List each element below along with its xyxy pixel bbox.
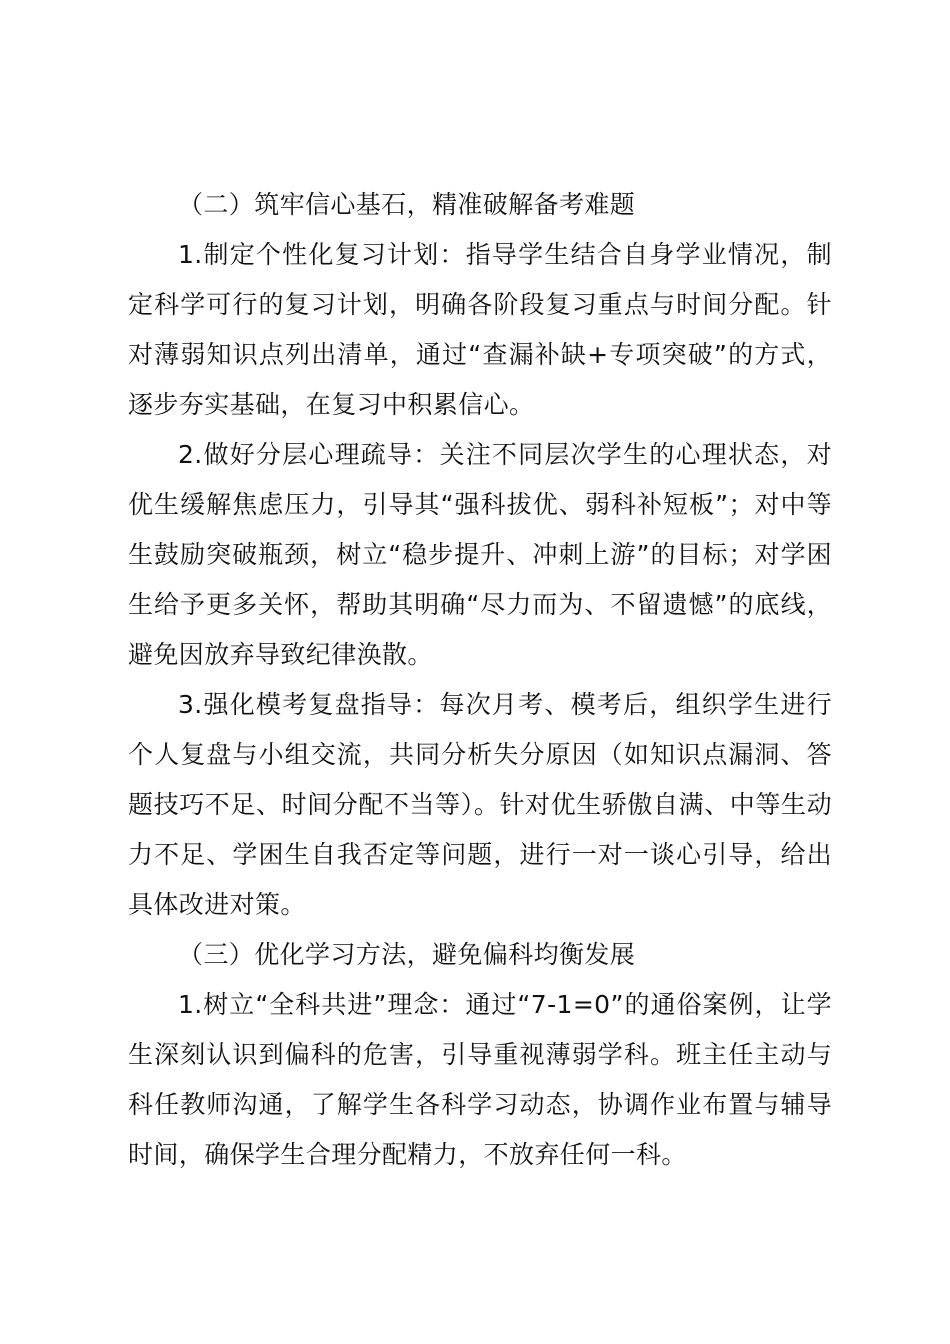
document-body (128, 180, 832, 1180)
section-heading-3: （三）优化学习方法，避免偏科均衡发展 (178, 940, 636, 969)
paragraph-psychological-guidance: 2.做好分层心理疏导：关注不同层次学生的心理状态，对优生缓解焦虑压力，引导其“强科拔优、弱科补短板”；对中等生鼓励突破瓶颈，树立“稳步提升、冲刺上游”的目标；对学困生给予更多关怀，帮助其明确“尽力而为、不留遗憾”的底线，避免因放弃导致纪律涣散。 (128, 440, 832, 669)
section-heading-2: （二）筑牢信心基石，精准破解备考难题 (178, 190, 636, 219)
paragraph-exam-review: 3.强化模考复盘指导：每次月考、模考后，组织学生进行个人复盘与小组交流，共同分析失分原因（如知识点漏洞、答题技巧不足、时间分配不当等）。针对优生骄傲自满、中等生动力不足、学困生自我否定等问题，进行一对一谈心引导，给出具体改进对策。 (128, 690, 832, 919)
paragraph-study-plan: 1.制定个性化复习计划：指导学生结合自身学业情况，制定科学可行的复习计划，明确各阶段复习重点与时间分配。针对薄弱知识点列出清单，通过“查漏补缺+专项突破”的方式，逐步夯实基础，在复习中积累信心。 (128, 240, 832, 419)
paragraph-all-subjects: 1.树立“全科共进”理念：通过“7-1=0”的通俗案例，让学生深刻认识到偏科的危害，引导重视薄弱学科。班主任主动与科任教师沟通，了解学生各科学习动态，协调作业布置与辅导时间，确保学生合理分配精力，不放弃任何一科。 (128, 990, 832, 1169)
